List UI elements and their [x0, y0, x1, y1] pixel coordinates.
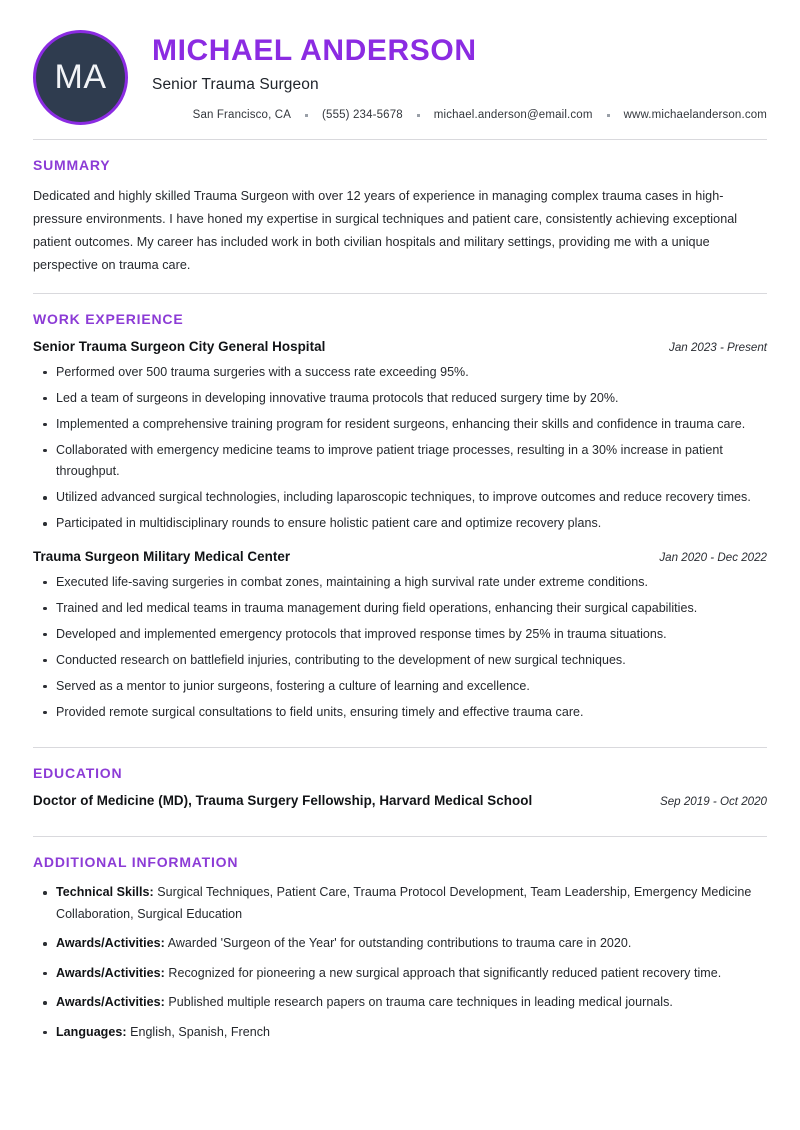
work-entry-heading: Senior Trauma Surgeon City General Hospital [33, 338, 326, 354]
education-entry-heading: Doctor of Medicine (MD), Trauma Surgery Fellowship, Harvard Medical School [33, 793, 533, 809]
work-entry [33, 549, 767, 724]
education-entry-head [33, 793, 767, 808]
contact-separator-icon [607, 114, 610, 117]
work-entry-date: Jan 2023 - Present [669, 340, 767, 354]
avatar-initials: MA [54, 58, 107, 96]
contact-separator-icon [417, 114, 420, 117]
additional-item-value: Recognized for pioneering a new surgical approach that significantly reduced patient recovery time. [164, 965, 722, 980]
work-entry-date: Jan 2020 - Dec 2022 [659, 550, 767, 564]
work-entry-head [33, 549, 767, 564]
section-work-experience [33, 294, 767, 748]
work-entry [33, 339, 767, 535]
list-item [33, 933, 767, 955]
contact-line [152, 109, 767, 121]
resume-header [33, 0, 767, 139]
section-title-summary: SUMMARY [33, 157, 111, 173]
header-text-block [128, 28, 767, 121]
list-item: Utilized advanced surgical technologies, including laparoscopic techniques, to improve outcomes and reduce recovery times. [33, 487, 767, 509]
list-item: Implemented a comprehensive training program for resident surgeons, enhancing their skills and confidence in trauma care. [33, 414, 767, 436]
contact-location: San Francisco, CA [192, 109, 292, 121]
list-item [33, 992, 767, 1014]
additional-item-label: Technical Skills: [56, 885, 154, 900]
page-title: MICHAEL ANDERSON [152, 34, 477, 67]
contact-website[interactable]: www.michaelanderson.com [623, 109, 767, 121]
list-item: Provided remote surgical consultations to field units, ensuring timely and effective trauma care. [33, 702, 767, 724]
list-item: Executed life-saving surgeries in combat zones, maintaining a high survival rate under extreme conditions. [33, 572, 767, 594]
section-summary [33, 140, 767, 293]
additional-information-list [33, 882, 767, 1043]
section-title-work-experience: WORK EXPERIENCE [33, 310, 184, 327]
list-item: Performed over 500 trauma surgeries with a success rate exceeding 95%. [33, 362, 767, 384]
contact-separator-icon [305, 114, 308, 117]
additional-item-label: Languages: [56, 1024, 127, 1039]
summary-text: Dedicated and highly skilled Trauma Surgeon with over 12 years of experience in managing complex trauma cases in high-pressure environments. I have honed my expertise in surgical techniques and patient care, consistently achieving exceptional patient outcomes. My career has included work in both civilian hospitals and military settings, providing me with a unique perspective on trauma care. [33, 189, 738, 272]
work-entry-bullets [33, 362, 767, 535]
section-title-education: EDUCATION [33, 765, 123, 782]
avatar [33, 30, 128, 125]
education-entry-date: Sep 2019 - Oct 2020 [660, 795, 767, 809]
section-additional-information [33, 837, 767, 1077]
list-item: Led a team of surgeons in developing innovative trauma protocols that reduced surgery time by 20%. [33, 388, 767, 410]
additional-item-value: Surgical Techniques, Patient Care, Trauma Protocol Development, Team Leadership, Emergency Medicine Collaboration, Surgical Education [56, 885, 752, 921]
list-item [33, 963, 767, 985]
section-education [33, 748, 767, 836]
work-entry-heading: Trauma Surgeon Military Medical Center [33, 548, 291, 564]
list-item: Served as a mentor to junior surgeons, fostering a culture of learning and excellence. [33, 676, 767, 698]
list-item: Trained and led medical teams in trauma management during field operations, enhancing their surgical capabilities. [33, 598, 767, 620]
additional-item-value: English, Spanish, French [126, 1024, 271, 1039]
list-item: Conducted research on battlefield injuries, contributing to the development of new surgical techniques. [33, 650, 767, 672]
contact-email[interactable]: michael.anderson@email.com [433, 109, 593, 121]
additional-item-label: Awards/Activities: [56, 995, 165, 1010]
list-item [33, 1022, 767, 1044]
list-item: Collaborated with emergency medicine teams to improve patient triage processes, resulting in a 30% increase in patient throughput. [33, 440, 767, 483]
additional-item-value: Awarded 'Surgeon of the Year' for outstanding contributions to trauma care in 2020. [164, 936, 632, 951]
additional-item-label: Awards/Activities: [56, 965, 165, 980]
list-item [33, 882, 767, 925]
additional-item-value: Published multiple research papers on trauma care techniques in leading medical journals. [164, 995, 673, 1010]
section-title-additional-information: ADDITIONAL INFORMATION [33, 854, 239, 871]
contact-phone[interactable]: (555) 234-5678 [322, 109, 403, 121]
work-entry-bullets [33, 572, 767, 724]
header-job-title: Senior Trauma Surgeon [152, 76, 319, 93]
list-item: Developed and implemented emergency protocols that improved response times by 25% in trauma situations. [33, 624, 767, 646]
additional-item-label: Awards/Activities: [56, 936, 165, 951]
work-entry-head [33, 339, 767, 354]
education-entry [33, 793, 767, 808]
list-item: Participated in multidisciplinary rounds to ensure holistic patient care and optimize recovery plans. [33, 513, 767, 535]
